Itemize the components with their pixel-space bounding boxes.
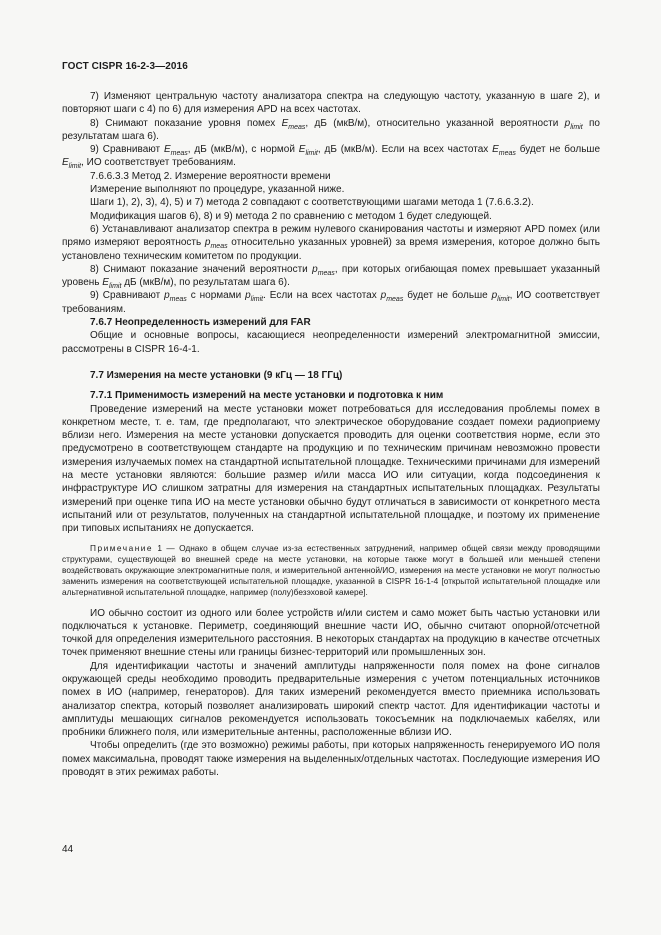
paragraph: Шаги 1), 2), 3), 4), 5) и 7) метода 2 совпадают с соответствующими шагами метода 1 (7.6.6.3.2). bbox=[90, 197, 534, 209]
paragraph: Общие и основные вопросы, касающиеся неопределенности измерений электромагнитной эмиссии, рассмотрены в CISPR 16-4-1. bbox=[62, 330, 600, 355]
page-body bbox=[62, 90, 600, 779]
section-heading: 7.6.6.3.3 Метод 2. Измерение вероятности времени bbox=[90, 170, 331, 182]
section-heading-bold: 7.7 Измерения на месте установки (9 кГц — 18 ГГц) bbox=[90, 369, 343, 381]
paragraph: 9) Сравнивают $p_{meas}$ с нормами $p_{limit}$. Если на всех частотах $p_{meas}$ будет не больше $p_{limit}$, ИО соответствует требованиям. bbox=[62, 290, 601, 315]
paragraph: Чтобы определить (где это возможно) режимы работы, при которых напряженность генерируемого ИО поля помех максимальна, проводят также измерения на выделенных/отдельных частотах. Последующие измерения ИО проводят в этих режимах работы. bbox=[62, 740, 600, 779]
note-label: Примечание bbox=[90, 542, 154, 553]
paragraph: Для идентификации частоты и значений амплитуды напряженности поля помех на фоне сигналов окружающей среды необходимо проводить предварительные измерения с учетом потенциальных источников помех в ИО (например, генераторов). Для таких измерений рекомендуется вместо приемника использовать анализатор спектра, который позволяет анализировать широкий спектр частот. Для идентификации частоты и амплитуды мешающих сигналов рекомендуется использовать токосъемник на подключаемых кабелях, или пробники ближнего поля, или измерительные антенны, расположенные вблизи ИО. bbox=[62, 660, 600, 739]
paragraph: Измерение выполняют по процедуре, указанной ниже. bbox=[90, 184, 345, 196]
page-number: 44 bbox=[62, 844, 74, 855]
section-heading-bold: 7.6.7 Неопределенность измерений для FAR bbox=[90, 317, 311, 329]
paragraph: ИО обычно состоит из одного или более устройств и/или систем и само может быть частью установки или подключаться к установке. Периметр, соединяющий внешние части ИО, обычно считают опорной/отсчетной точкой для определения измерительного расстояния. В некоторых стандартах на продукцию в качестве отсчетных точек применяют внешние стены или границы бизнес-территорий или промышленных зон. bbox=[62, 607, 600, 659]
symbol-p-limit: $p_{limit}$ bbox=[564, 117, 583, 131]
paragraph: Модификация шагов 6), 8) и 9) метода 2 по сравнению с методом 1 будет следующей. bbox=[90, 210, 492, 222]
paragraph: 8) Снимают показание уровня помех $E_{meas}$, дБ (мкВ/м), относительно указанной вероятности $p_{limit}$ по результатам шага 6). bbox=[62, 117, 600, 142]
paragraph: 6) Устанавливают анализатор спектра в режим нулевого сканирования частоты и измеряют APD помех (или прямо измеряют вероятность $p_{meas}$ относительно указанных уровней) за время измерения, которое должно быть установлено техническим комитетом по продукции. bbox=[62, 223, 600, 262]
section-heading-bold: 7.7.1 Применимость измерений на месте установки и подготовка к ним bbox=[90, 390, 444, 402]
paragraph: Проведение измерений на месте установки может потребоваться для исследования проблемы помех в конкретном месте, т. е. там, где предполагают, что электрическое оборудование создает помехи радиоприему вблизи него. Измерения на месте установки допускается проводить для оценки соответствия норме, если это предусмотрено в соответствующем стандарте на продукцию и по техническим причинам невозможно провести измерения излучаемых помех на стандартной испытательной площадке. Техническими причинами для измерений на месте установки являются: большие размер и/или масса ИО или ситуации, когда подсоединения к инфраструктуре ИО слишком затратны для измерения на стандартных испытательных площадках. Результаты измерений при оценке типа ИО на месте установки обычно будут отличаться в зависимости от конкретного места испытаний или от результатов, полученных на стандартной испытательной площадке, и поэтому их применение при типовых испытаниях не допускается. bbox=[62, 403, 600, 535]
symbol-e-meas: $E_{meas}$ bbox=[281, 117, 306, 131]
note: Примечание 1 — Однако в общем случае из-за естественных затруднений, например общей связи между проводящими структурами, существующей во внешней среде на месте установки, на которые также могут в большей или меньшей степени воздействовать окружающие электромагнитные поля, и измерительной антенной/ИО, измерения на месте установки не могут полностью заменить измерения на соответствующей испытательной площадке, указанной в CISPR 16-1-4 [открытой испытательной площадке или альтернативной испытательной площадке, например (полу)безэховой камере]. bbox=[62, 542, 600, 597]
paragraph: 9) Сравнивают $E_{meas}$, дБ (мкВ/м), с нормой $E_{limit}$, дБ (мкВ/м). Если на всех частотах $E_{meas}$ будет не больше $E_{limit}$, ИО соответствует требованиям. bbox=[62, 144, 601, 171]
document-header: ГОСТ CISPR 16-2-3—2016 bbox=[62, 61, 188, 72]
paragraph: 7) Изменяют центральную частоту анализатора спектра на следующую частоту, указанную в шаге 2), и повторяют шаги с 4) по 6) для измерения APD на всех частотах. bbox=[62, 91, 600, 116]
paragraph: 8) Снимают показание значений вероятности $p_{meas}$, при которых огибающая помех превышает указанный уровень $E_{limit}$ дБ (мкВ/м), по результатам шага 6). bbox=[62, 263, 601, 291]
